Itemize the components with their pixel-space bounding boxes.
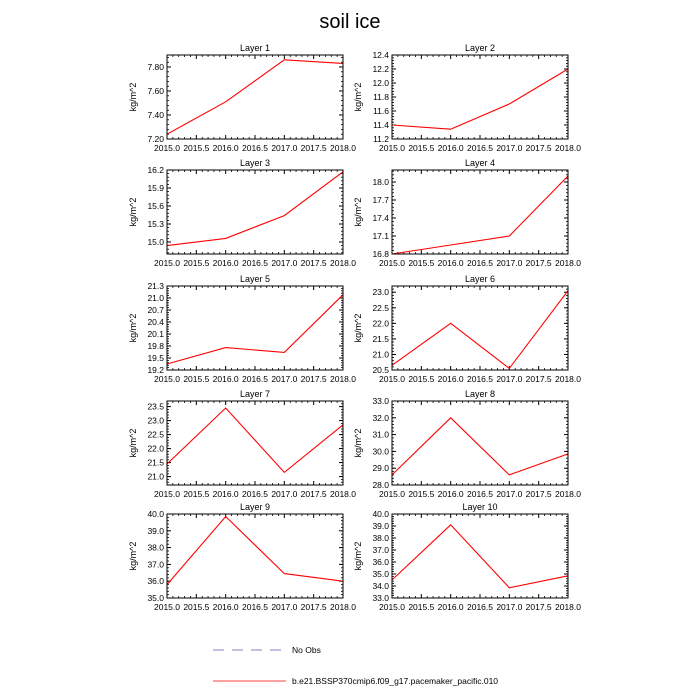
series-line (392, 418, 568, 475)
x-tick-label: 2016.0 (437, 258, 464, 268)
x-tick-label: 2018.0 (330, 143, 356, 153)
plot-frame (167, 514, 343, 598)
y-tick-label: 28.0 (372, 480, 389, 490)
y-tick-label: 37.0 (372, 545, 389, 555)
x-tick-label: 2018.0 (555, 489, 581, 499)
x-tick-label: 2017.0 (496, 258, 523, 268)
y-tick-label: 18.0 (372, 177, 389, 187)
x-tick-label: 2015.5 (408, 489, 435, 499)
y-axis-label: kg/m^2 (353, 197, 363, 227)
panel-layer-7 (128, 389, 356, 499)
y-tick-label: 19.8 (147, 341, 164, 351)
panel-title: Layer 4 (464, 158, 496, 168)
y-axis-label: kg/m^2 (128, 197, 138, 227)
plot-frame (167, 170, 343, 254)
x-tick-label: 2016.5 (467, 602, 493, 612)
legend-item (213, 645, 321, 655)
panel-layer-10 (353, 502, 581, 612)
panel-layer-9 (128, 502, 356, 612)
x-tick-label: 2016.5 (242, 374, 268, 384)
y-tick-label: 23.0 (372, 287, 389, 298)
x-tick-label: 2016.0 (212, 143, 239, 153)
y-tick-label: 15.0 (147, 237, 164, 247)
y-tick-label: 21.0 (147, 293, 164, 303)
x-tick-label: 2016.5 (467, 374, 493, 384)
x-tick-label: 2015.0 (379, 602, 405, 612)
x-tick-label: 2017.0 (271, 143, 298, 153)
y-tick-label: 23.5 (147, 401, 164, 412)
x-tick-label: 2017.5 (300, 489, 327, 499)
panel-title: Layer 3 (239, 158, 271, 168)
plot-frame (392, 286, 568, 370)
y-tick-label: 22.5 (372, 302, 389, 313)
x-tick-label: 2016.0 (212, 602, 239, 612)
y-tick-label: 15.9 (147, 183, 164, 193)
x-tick-label: 2015.0 (154, 258, 180, 268)
y-tick-label: 7.80 (147, 62, 164, 72)
x-tick-label: 2017.5 (525, 143, 552, 153)
x-tick-label: 2016.0 (437, 374, 464, 384)
x-tick-label: 2015.0 (154, 374, 180, 384)
x-tick-label: 2018.0 (555, 258, 581, 268)
panel-title: Layer 8 (464, 389, 496, 399)
plot-frame (167, 286, 343, 370)
y-tick-label: 39.0 (372, 521, 389, 531)
x-tick-label: 2015.5 (408, 143, 435, 153)
y-tick-label: 33.0 (372, 593, 389, 603)
x-tick-label: 2015.5 (408, 374, 435, 384)
panel-layer-8 (353, 389, 581, 499)
y-tick-label: 21.0 (372, 349, 389, 360)
panels-grid (128, 43, 581, 612)
y-tick-label: 34.0 (372, 581, 389, 591)
panel-layer-3 (128, 158, 356, 268)
x-tick-label: 2016.0 (437, 489, 464, 499)
x-tick-label: 2016.5 (242, 143, 268, 153)
y-tick-label: 40.0 (372, 509, 389, 519)
x-tick-label: 2015.5 (183, 374, 210, 384)
x-tick-label: 2017.0 (496, 374, 523, 384)
panel-layer-4 (353, 158, 581, 268)
y-tick-label: 29.0 (372, 463, 389, 474)
y-tick-label: 19.5 (147, 353, 164, 363)
legend (213, 645, 498, 686)
series-line (167, 60, 343, 134)
panel-title: Layer 7 (239, 389, 271, 399)
x-tick-label: 2016.5 (467, 143, 493, 153)
legend-label: b.e21.BSSP370cmip6.f09_g17.pacemaker_pacific.010 (292, 676, 499, 686)
x-tick-label: 2018.0 (330, 602, 356, 612)
panel-layer-2 (353, 43, 581, 153)
legend-label: No Obs (292, 645, 321, 655)
x-tick-label: 2015.0 (154, 602, 180, 612)
y-tick-label: 12.0 (372, 78, 389, 88)
y-tick-label: 23.0 (147, 415, 164, 426)
y-tick-label: 32.0 (372, 412, 389, 423)
y-tick-label: 22.5 (147, 429, 164, 440)
y-tick-label: 21.5 (147, 457, 164, 468)
y-tick-label: 21.3 (147, 281, 164, 291)
x-tick-label: 2017.5 (525, 489, 552, 499)
x-tick-label: 2016.5 (467, 258, 493, 268)
y-tick-label: 12.2 (372, 64, 389, 74)
y-tick-label: 22.0 (372, 318, 389, 329)
y-tick-label: 36.0 (372, 557, 389, 567)
y-axis-label: kg/m^2 (353, 541, 363, 571)
legend-item (213, 676, 498, 686)
x-tick-label: 2015.5 (408, 602, 435, 612)
x-tick-label: 2017.5 (300, 374, 327, 384)
x-tick-label: 2017.0 (496, 489, 523, 499)
series-line (392, 176, 568, 254)
y-tick-label: 15.6 (147, 201, 164, 211)
panel-title: Layer 10 (462, 502, 498, 512)
series-line (392, 69, 568, 129)
plot-frame (392, 401, 568, 485)
y-tick-label: 16.8 (372, 249, 389, 259)
y-axis-label: kg/m^2 (128, 428, 138, 458)
y-axis-label: kg/m^2 (128, 541, 138, 571)
x-tick-label: 2017.0 (271, 258, 298, 268)
y-tick-label: 7.20 (147, 134, 164, 144)
panel-layer-6 (353, 274, 581, 384)
series-line (167, 408, 343, 472)
y-tick-label: 20.1 (147, 329, 164, 339)
y-axis-label: kg/m^2 (353, 428, 363, 458)
x-tick-label: 2016.5 (467, 489, 493, 499)
y-tick-label: 36.0 (147, 576, 164, 587)
plot-frame (167, 401, 343, 485)
y-tick-label: 11.2 (373, 134, 389, 144)
y-tick-label: 20.5 (372, 365, 389, 375)
x-tick-label: 2018.0 (330, 489, 356, 499)
panel-title: Layer 2 (464, 43, 496, 53)
x-tick-label: 2016.5 (242, 602, 268, 612)
plot-frame (167, 55, 343, 139)
x-tick-label: 2016.0 (212, 374, 239, 384)
figure-title: soil ice (319, 11, 381, 33)
x-tick-label: 2016.0 (437, 602, 464, 612)
y-tick-label: 11.8 (373, 92, 389, 102)
y-tick-label: 11.4 (373, 120, 389, 130)
x-tick-label: 2018.0 (555, 374, 581, 384)
y-tick-label: 37.0 (147, 559, 164, 570)
y-tick-label: 38.0 (147, 542, 164, 553)
y-tick-label: 15.3 (147, 219, 164, 229)
y-tick-label: 38.0 (372, 533, 389, 543)
y-tick-label: 7.40 (147, 110, 164, 120)
x-tick-label: 2018.0 (555, 143, 581, 153)
x-tick-label: 2018.0 (330, 374, 356, 384)
y-tick-label: 17.7 (372, 195, 389, 205)
y-tick-label: 35.0 (372, 569, 389, 579)
x-tick-label: 2017.0 (496, 602, 523, 612)
panel-title: Layer 1 (239, 43, 271, 53)
y-tick-label: 31.0 (372, 429, 389, 440)
x-tick-label: 2015.0 (379, 258, 405, 268)
y-tick-label: 17.4 (372, 213, 389, 223)
x-tick-label: 2015.5 (183, 602, 210, 612)
x-tick-label: 2016.0 (212, 258, 239, 268)
x-tick-label: 2015.0 (154, 489, 180, 499)
x-tick-label: 2017.0 (271, 602, 298, 612)
x-tick-label: 2017.5 (300, 602, 327, 612)
x-tick-label: 2015.0 (154, 143, 180, 153)
x-tick-label: 2015.5 (183, 143, 210, 153)
y-tick-label: 11.6 (373, 106, 389, 116)
y-tick-label: 40.0 (147, 509, 164, 519)
y-tick-label: 12.4 (372, 50, 389, 60)
y-axis-label: kg/m^2 (353, 313, 363, 343)
x-tick-label: 2017.5 (300, 258, 327, 268)
series-line (167, 517, 343, 585)
y-tick-label: 30.0 (372, 446, 389, 457)
x-tick-label: 2017.5 (525, 258, 552, 268)
x-tick-label: 2017.0 (496, 143, 523, 153)
x-tick-label: 2015.5 (183, 258, 210, 268)
x-tick-label: 2016.5 (242, 258, 268, 268)
x-tick-label: 2015.5 (408, 258, 435, 268)
panel-title: Layer 9 (239, 502, 271, 512)
x-tick-label: 2017.5 (525, 602, 552, 612)
x-tick-label: 2016.0 (212, 489, 239, 499)
series-line (167, 295, 343, 364)
y-axis-label: kg/m^2 (128, 313, 138, 343)
series-line (392, 525, 568, 588)
x-tick-label: 2016.5 (242, 489, 268, 499)
panel-layer-1 (128, 43, 356, 153)
y-tick-label: 21.5 (372, 333, 389, 344)
y-axis-label: kg/m^2 (353, 82, 363, 112)
x-tick-label: 2017.0 (271, 489, 298, 499)
panel-layer-5 (128, 274, 356, 384)
panel-title: Layer 5 (239, 274, 271, 284)
x-tick-label: 2018.0 (555, 602, 581, 612)
x-tick-label: 2015.0 (379, 374, 405, 384)
y-tick-label: 17.1 (372, 231, 389, 241)
plot-frame (392, 170, 568, 254)
series-line (392, 291, 568, 369)
y-tick-label: 20.7 (147, 305, 164, 315)
y-tick-label: 7.60 (147, 86, 164, 96)
y-tick-label: 20.4 (147, 317, 164, 327)
series-line (167, 172, 343, 246)
y-tick-label: 22.0 (147, 443, 164, 454)
y-tick-label: 19.2 (147, 365, 164, 375)
y-tick-label: 33.0 (372, 396, 389, 406)
x-tick-label: 2015.0 (379, 143, 405, 153)
y-tick-label: 35.0 (147, 593, 164, 603)
x-tick-label: 2016.0 (437, 143, 464, 153)
y-tick-label: 21.0 (147, 471, 164, 482)
x-tick-label: 2017.5 (525, 374, 552, 384)
x-tick-label: 2018.0 (330, 258, 356, 268)
y-axis-label: kg/m^2 (128, 82, 138, 112)
y-tick-label: 16.2 (147, 165, 164, 175)
x-tick-label: 2015.0 (379, 489, 405, 499)
y-tick-label: 39.0 (147, 525, 164, 536)
x-tick-label: 2017.5 (300, 143, 327, 153)
panel-title: Layer 6 (464, 274, 496, 284)
x-tick-label: 2015.5 (183, 489, 210, 499)
x-tick-label: 2017.0 (271, 374, 298, 384)
